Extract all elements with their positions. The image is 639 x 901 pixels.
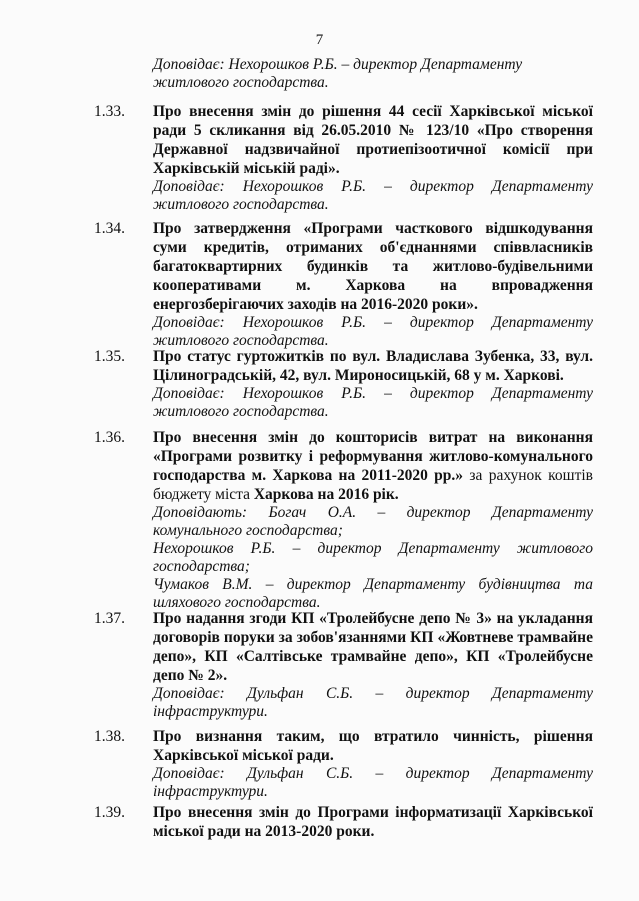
- item-speaker: Доповідає: Нехорошков Р.Б. – директор Департаменту житлового господарства.: [153, 314, 593, 349]
- item-speaker: Доповідає: Нехорошков Р.Б. – директор Департаменту житлового господарства.: [153, 385, 593, 420]
- item-title-normal: за рахунок коштів бюджету міста: [153, 467, 593, 503]
- item-title: Про внесення змін до Програми інформатизації Харківської міської ради на 2013-2020 роки.: [153, 804, 593, 840]
- item-speaker: Доповідають: Богач О.А. – директор Департаменту комунального господарства;: [153, 504, 593, 539]
- item-title: Про затвердження «Програми часткового відшкодування суми кредитів, отриманих об'єднаннями співвласників багатоквартирних будинків та житлово-будівельними кооперативами м. Харкова на впровадження енергозберігаючих заходів на 2016-2020 роки».: [153, 220, 593, 313]
- item-number: 1.35.: [94, 348, 125, 365]
- item-number: 1.38.: [94, 728, 125, 745]
- item-title: [153, 428, 593, 504]
- item-number: 1.36.: [94, 429, 125, 446]
- item-speaker: Доповідає: Дульфан С.Б. – директор Департаменту інфраструктури.: [153, 685, 593, 720]
- item-title: Про внесення змін до рішення 44 сесії Харківської міської ради 5 скликання від 26.05.2010 № 123/10 «Про створення Державної надзвичайної протиепізоотичної комісії при Харківській міській раді».: [153, 103, 593, 177]
- item-speaker: Доповідає: Дульфан С.Б. – директор Департаменту інфраструктури.: [153, 765, 593, 800]
- item-number: 1.39.: [94, 804, 125, 821]
- item-number: 1.33.: [94, 103, 125, 120]
- item-title: Про визнання таким, що втратило чинність, рішення Харківської міської ради.: [153, 728, 593, 764]
- item-title: Про надання згоди КП «Тролейбусне депо № 3» на укладання договорів поруки за зобов'язаннями КП «Жовтневе трамвайне депо», КП «Салтівське трамвайне депо», КП «Тролейбусне депо № 2».: [153, 610, 593, 684]
- item-title-bold: Харкова на 2016 рік.: [253, 486, 399, 503]
- intro-speaker: Доповідає: Нехорошков Р.Б. – директор Департаменту житлового господарства.: [153, 56, 523, 91]
- item-speaker: Доповідає: Нехорошков Р.Б. – директор Департаменту житлового господарства.: [153, 178, 593, 213]
- item-number: 1.34.: [94, 220, 125, 237]
- item-title: Про статус гуртожитків по вул. Владислава Зубенка, 33, вул. Цілиноградській, 42, вул. Мироносицькій, 68 у м. Харкові.: [153, 348, 593, 384]
- page-number: 7: [315, 32, 324, 48]
- item-number: 1.37.: [94, 610, 125, 627]
- item-speaker: Нехорошков Р.Б. – директор Департаменту житлового господарства;: [153, 540, 593, 575]
- item-speaker: Чумаков В.М. – директор Департаменту будівництва та шляхового господарства.: [153, 576, 593, 611]
- item-title-bold: Про внесення змін до кошторисів витрат на виконання «Програми розвитку і реформування житлово-комунального господарства м. Харкова на 2011-2020 рр.»: [153, 429, 593, 484]
